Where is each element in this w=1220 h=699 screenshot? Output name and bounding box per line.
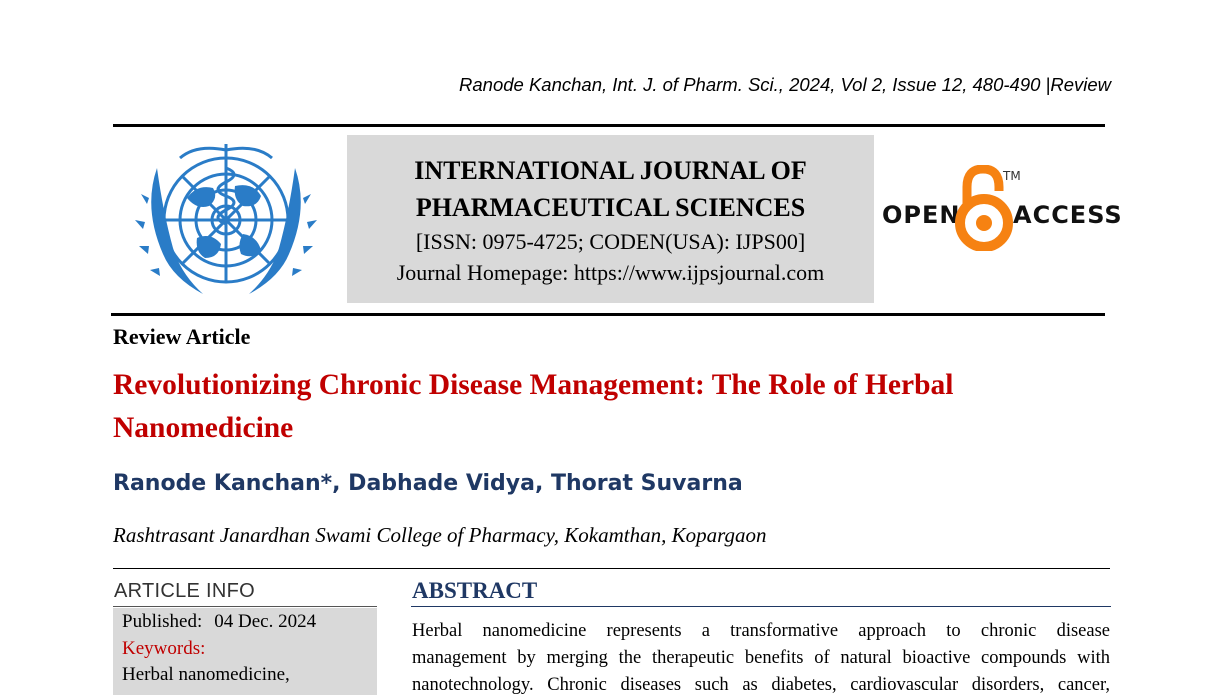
abstract-body — [412, 618, 1110, 699]
abstract-rule — [411, 606, 1111, 607]
author-affiliation: Rashtrasant Janardhan Swami College of Pharmacy, Kokamthan, Kopargaon — [113, 523, 767, 547]
trademark-label: TM — [1003, 169, 1021, 183]
journal-masthead — [347, 135, 874, 303]
abstract-line: Herbal nanomedicine represents a transformative approach to chronic disease — [412, 621, 1110, 641]
abstract-line: management by merging the therapeutic benefits of natural bioactive compounds with — [412, 648, 1110, 668]
article-title: Revolutionizing Chronic Disease Management: The Role of Herbal Nanomedicine — [113, 369, 954, 444]
article-type: Review Article — [113, 324, 251, 349]
open-access-word-open: OPEN — [882, 201, 961, 229]
journal-issn: [ISSN: 0975-4725; CODEN(USA): IJPS00] — [415, 229, 806, 254]
article-info-heading: ARTICLE INFO — [114, 580, 256, 602]
abstract-line: nanotechnology. Chronic diseases such as diabetes, cardiovascular disorders, cancer, — [412, 675, 1110, 695]
section-divider — [113, 568, 1110, 569]
journal-name-line2: PHARMACEUTICAL SCIENCES — [415, 193, 806, 222]
keywords-value: Herbal nanomedicine, — [122, 664, 290, 685]
published-date — [122, 611, 316, 633]
header-rule-bottom — [111, 313, 1105, 316]
article-info-rule — [113, 606, 377, 607]
journal-emblem-logo — [127, 138, 325, 306]
open-access-word-access: ACCESS — [1013, 201, 1123, 229]
abstract-heading: ABSTRACT — [412, 578, 538, 603]
open-access-logo — [880, 165, 1123, 255]
published-label: Published: — [122, 611, 203, 632]
journal-name — [347, 152, 874, 226]
header-rule-top — [113, 124, 1105, 127]
published-value: 04 Dec. 2024 — [214, 611, 317, 632]
citation-header: Ranode Kanchan, Int. J. of Pharm. Sci., 2024, Vol 2, Issue 12, 480-490 |Review — [459, 74, 1111, 95]
journal-homepage: Journal Homepage: https://www.ijpsjournal.com — [396, 260, 825, 285]
keywords-label: Keywords: — [122, 638, 206, 659]
article-authors: Ranode Kanchan*, Dabhade Vidya, Thorat Suvarna — [113, 471, 743, 496]
journal-name-line1: INTERNATIONAL JOURNAL OF — [414, 156, 807, 185]
